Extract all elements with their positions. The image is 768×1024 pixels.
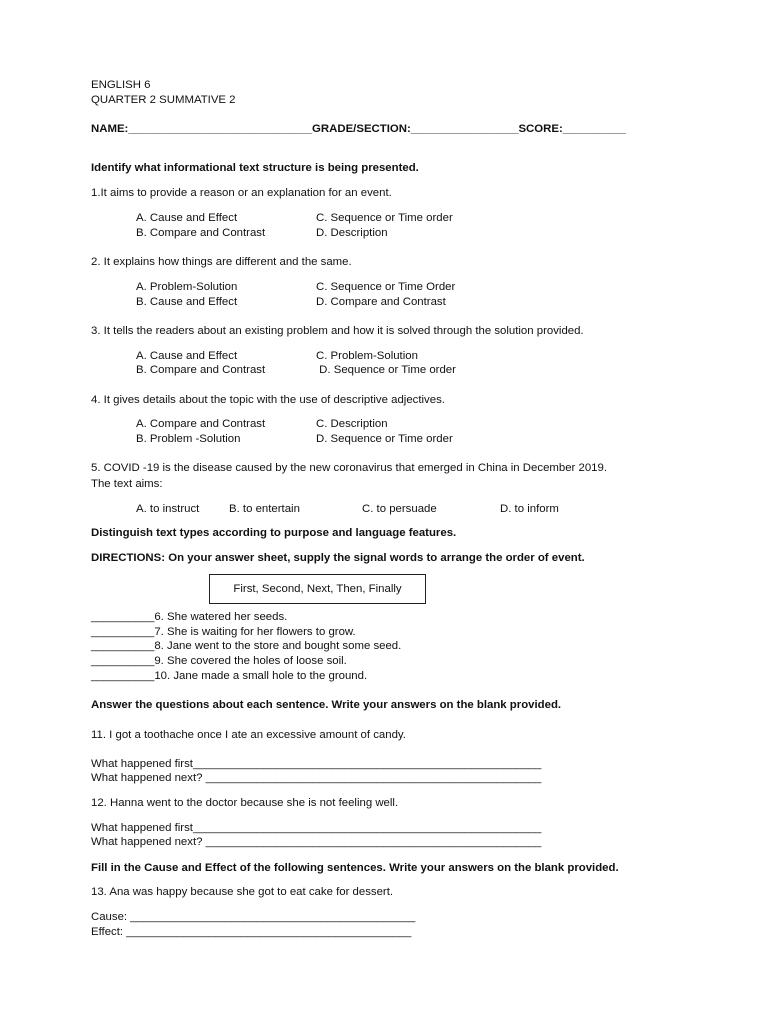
q1-option-a: A. Cause and Effect xyxy=(136,212,238,224)
q4-option-d: D. Sequence or Time order xyxy=(316,433,453,445)
q3-option-a: A. Cause and Effect xyxy=(136,350,238,362)
part2-instruction: Distinguish text types according to purpose and language features. xyxy=(91,527,457,539)
question-3: 3. It tells the readers about an existing problem and how it is solved through the solution provided. xyxy=(91,325,584,337)
question-5-line2: The text aims: xyxy=(91,478,163,490)
q5-option-b: B. to entertain xyxy=(229,503,300,515)
q11-what-first: What happened first_______________________________________________________ xyxy=(91,758,542,770)
directions-text: : On your answer sheet, supply the signal words to arrange the order of event. xyxy=(161,552,585,564)
question-11: 11. I got a toothache once I ate an excessive amount of candy. xyxy=(91,729,406,741)
cause-line: Cause: _____________________________________________ xyxy=(91,911,416,923)
q5-option-c: C. to persuade xyxy=(362,503,437,515)
question-13: 13. Ana was happy because she got to eat cake for dessert. xyxy=(91,886,394,898)
directions-line xyxy=(91,551,585,566)
question-1: 1.It aims to provide a reason or an explanation for an event. xyxy=(91,187,392,199)
item-8: __________8. Jane went to the store and bought some seed. xyxy=(91,640,402,652)
q2-option-b: B. Cause and Effect xyxy=(136,296,238,308)
q5-option-a: A. to instruct xyxy=(136,503,200,515)
q12-what-next: What happened next? _____________________________________________________ xyxy=(91,836,542,848)
part1-instruction: Identify what informational text structure is being presented. xyxy=(91,162,419,174)
signal-words: First, Second, Next, Then, Finally xyxy=(233,583,402,595)
q1-option-b: B. Compare and Contrast xyxy=(136,227,266,239)
effect-line: Effect: _____________________________________________ xyxy=(91,926,412,938)
q4-option-b: B. Problem -Solution xyxy=(136,433,241,445)
q2-option-c: C. Sequence or Time Order xyxy=(316,281,456,293)
q12-what-first: What happened first_______________________________________________________ xyxy=(91,822,542,834)
q3-option-b: B. Compare and Contrast xyxy=(136,364,266,376)
q3-option-c: C. Problem-Solution xyxy=(316,350,418,362)
q4-option-c: C. Description xyxy=(316,418,388,430)
signal-words-box xyxy=(209,574,426,604)
q4-option-a: A. Compare and Contrast xyxy=(136,418,266,430)
item-7: __________7. She is waiting for her flowers to grow. xyxy=(91,626,356,638)
question-2: 2. It explains how things are different and the same. xyxy=(91,256,352,268)
q11-what-next: What happened next? _____________________________________________________ xyxy=(91,772,542,784)
part3-instruction: Answer the questions about each sentence. Write your answers on the blank provided. xyxy=(91,699,562,711)
part4-instruction: Fill in the Cause and Effect of the following sentences. Write your answers on the blank provided. xyxy=(91,862,619,874)
question-5-line1: 5. COVID -19 is the disease caused by the new coronavirus that emerged in China in December 2019. xyxy=(91,462,608,474)
quarter-title: QUARTER 2 SUMMATIVE 2 xyxy=(91,94,236,106)
item-10: __________10. Jane made a small hole to the ground. xyxy=(91,670,368,682)
question-4: 4. It gives details about the topic with the use of descriptive adjectives. xyxy=(91,394,445,406)
item-6: __________6. She watered her seeds. xyxy=(91,611,288,623)
question-12: 12. Hanna went to the doctor because she is not feeling well. xyxy=(91,797,399,809)
q2-option-d: D. Compare and Contrast xyxy=(316,296,446,308)
student-info-line: NAME:_____________________________GRADE/SECTION:_________________SCORE:__________ xyxy=(91,123,627,135)
q2-option-a: A. Problem-Solution xyxy=(136,281,238,293)
q1-option-c: C. Sequence or Time order xyxy=(316,212,453,224)
item-9: __________9. She covered the holes of loose soil. xyxy=(91,655,347,667)
q3-option-d: D. Sequence or Time order xyxy=(316,364,456,376)
q1-option-d: D. Description xyxy=(316,227,388,239)
directions-label: DIRECTIONS xyxy=(91,552,162,564)
subject-title: ENGLISH 6 xyxy=(91,79,151,91)
q5-option-d: D. to inform xyxy=(500,503,559,515)
